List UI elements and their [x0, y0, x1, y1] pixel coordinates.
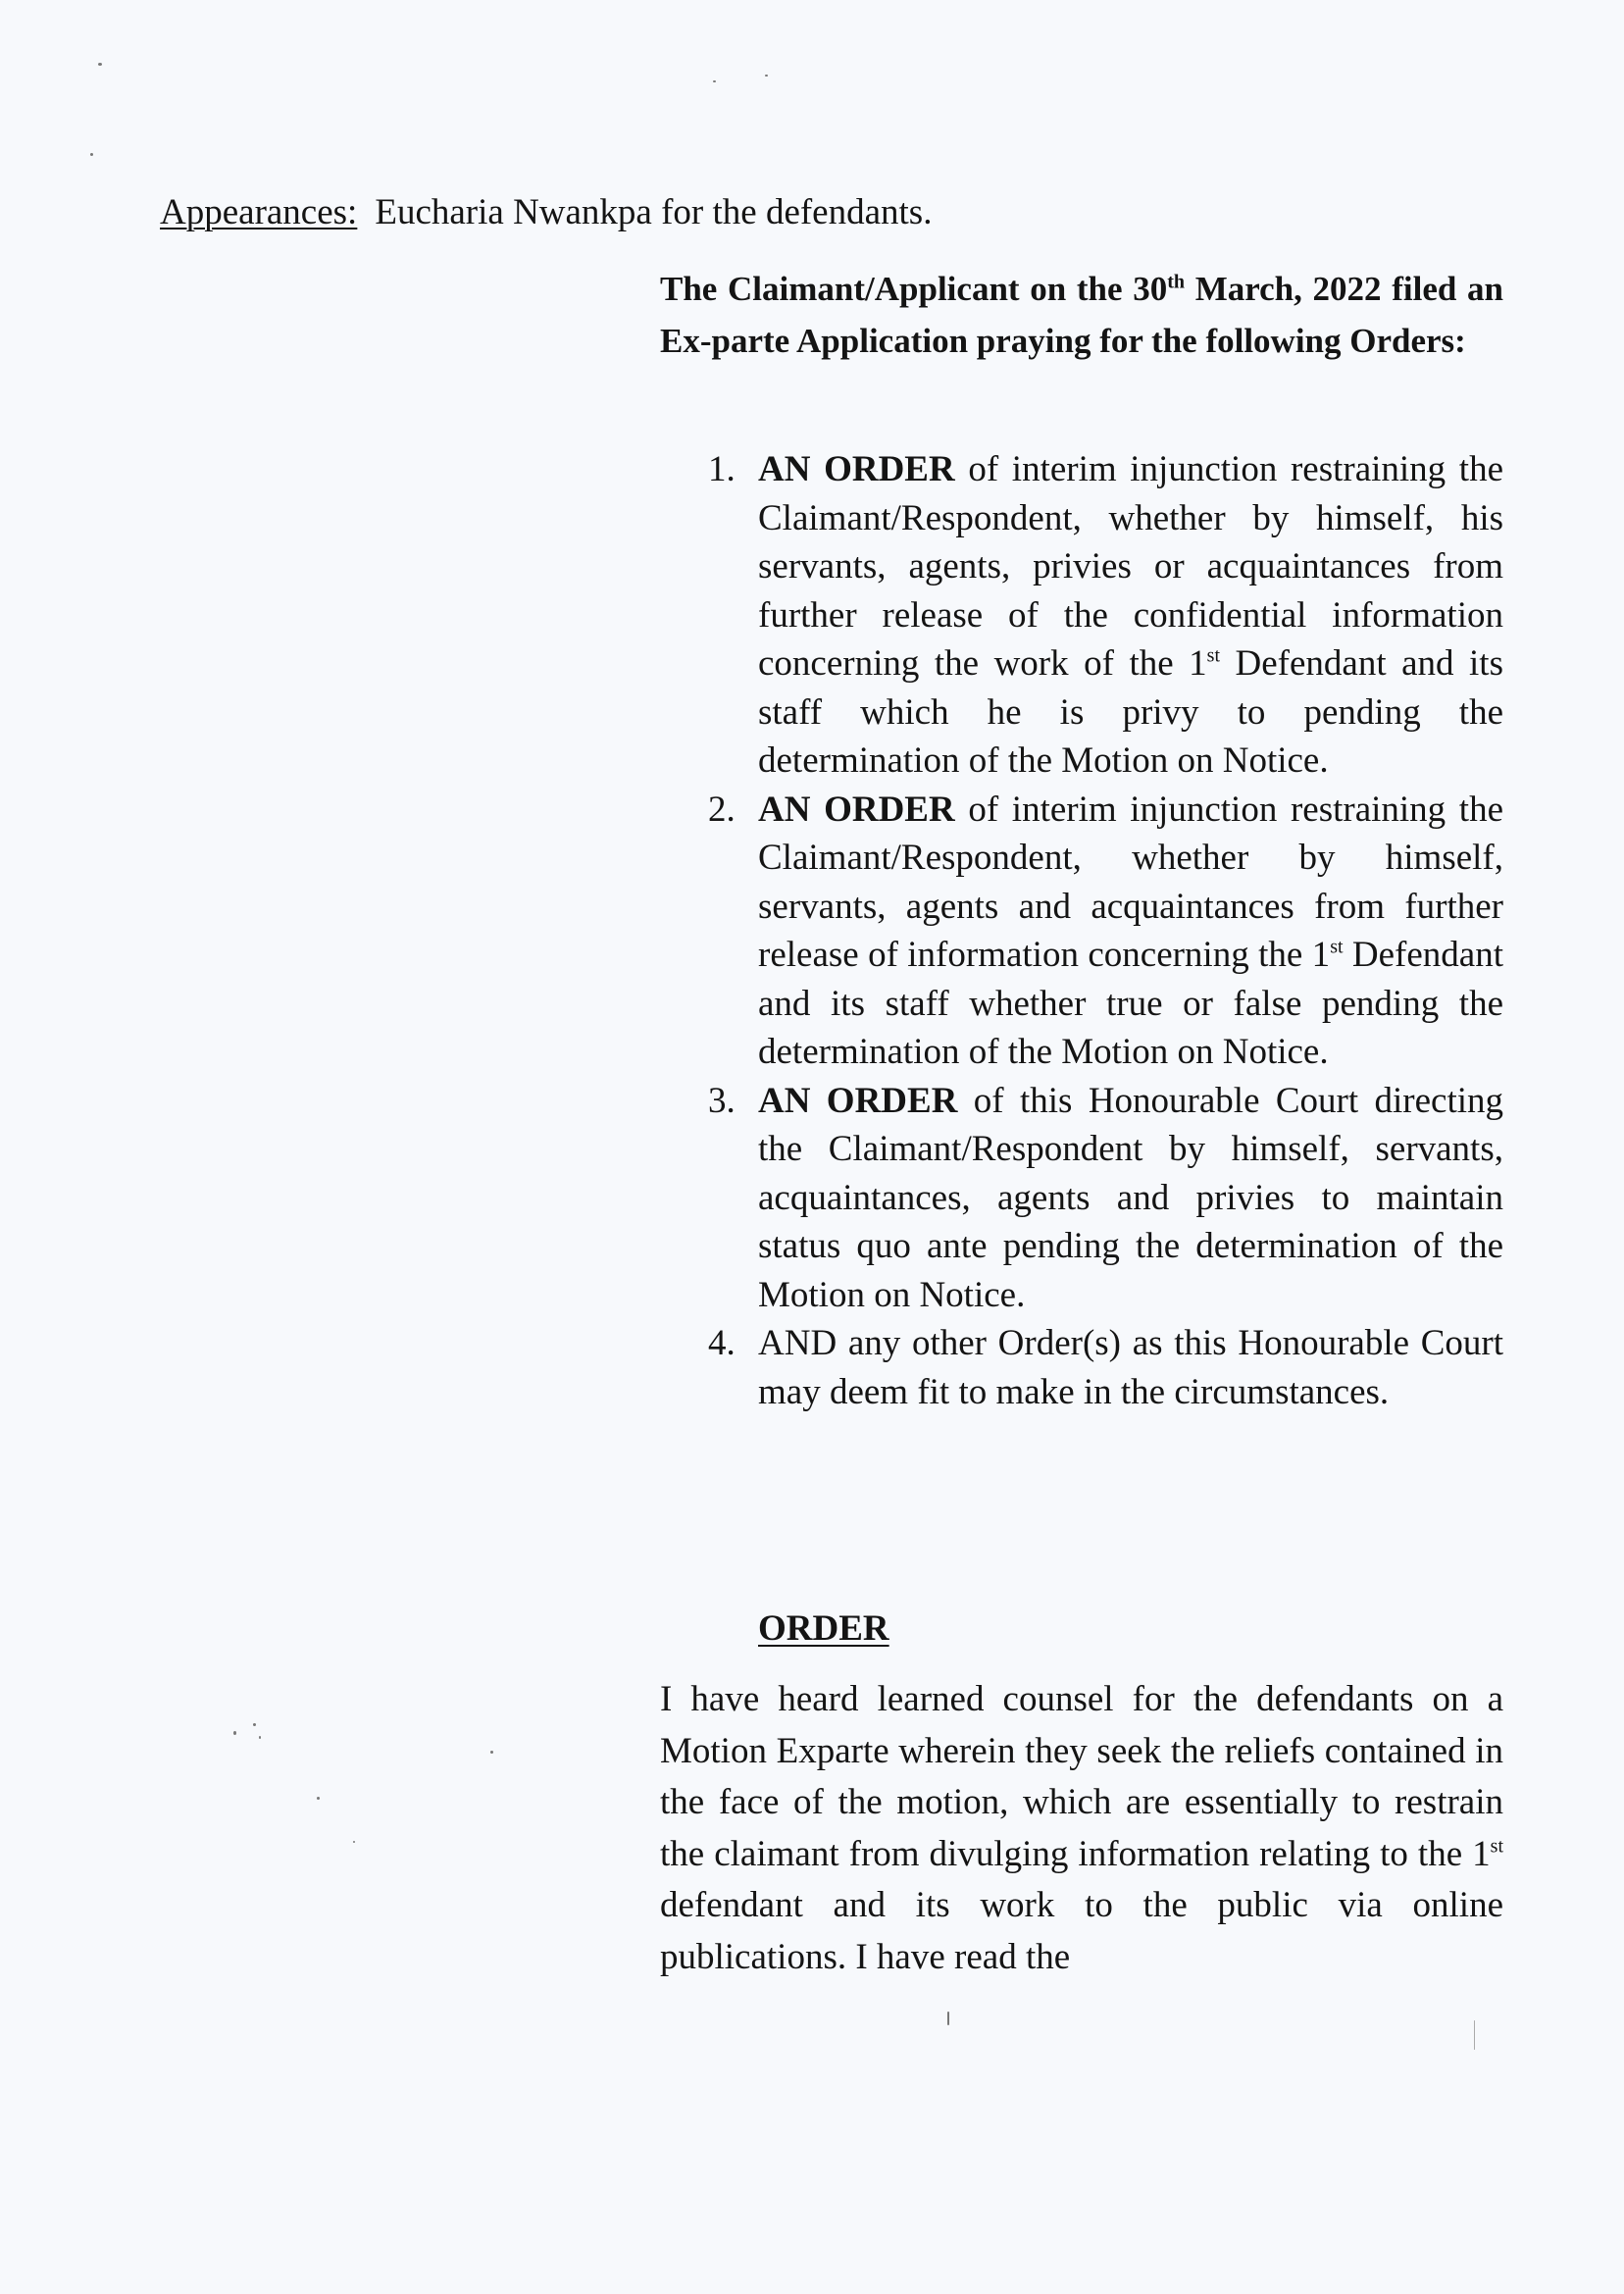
order-lead: AN ORDER [758, 789, 955, 830]
order-lead: AN ORDER [758, 1080, 958, 1121]
order-text-a: of interim injunction restraining the Claimant/Respondent, whether by himself, his servants, agents, privies or acquaintances from further release of the confidential information concerning the work of the 1 [758, 449, 1504, 684]
order-number: 1. [708, 449, 736, 489]
order-text [758, 449, 1503, 781]
order-text-b: Defendant and its staff whether true or false pending the determination of the Motion on Notice. [758, 935, 1504, 1072]
order-text-a: of this Honourable Court directing the Claimant/Respondent by himself, servants, acquaintances, agents and privies to maintain status quo ante pending the determination of the Motion on Notice. [758, 1080, 1504, 1315]
application-intro [660, 263, 1503, 367]
body-superscript: st [1490, 1835, 1503, 1858]
body-text-part1: I have heard learned counsel for the defendants on a Motion Exparte wherein they seek the reliefs contained in the face of the motion, which are essentially to restrain the claimant from divulging information relating to the 1 [660, 1679, 1503, 1874]
order-text-a: AND any other Order(s) as this Honourable Court may deem fit to make in the circumstances. [758, 1323, 1503, 1412]
appearances-line [160, 188, 932, 237]
order-text-b: Defendant and its staff which he is privy to pending the determination of the Motion on Notice. [758, 643, 1503, 781]
intro-text-part1: The Claimant/Applicant on the 30 [660, 270, 1168, 308]
appearances-label: Appearances: [160, 192, 358, 232]
order-text [758, 1323, 1503, 1412]
list-item [704, 1077, 1503, 1320]
order-number: 4. [708, 1323, 736, 1363]
list-item [704, 445, 1503, 786]
order-text [758, 790, 1503, 1073]
list-item [704, 1319, 1503, 1416]
order-lead: AN ORDER [758, 449, 955, 489]
intro-superscript: th [1167, 271, 1186, 293]
order-heading: ORDER [758, 1608, 889, 1649]
order-number: 3. [708, 1080, 736, 1121]
order-body-paragraph [660, 1674, 1503, 1983]
order-superscript: st [1206, 644, 1220, 667]
list-item [704, 786, 1503, 1077]
orders-list [704, 445, 1503, 1416]
order-superscript: st [1330, 936, 1344, 958]
order-number: 2. [708, 789, 736, 830]
order-text-a: of interim injunction restraining the Claimant/Respondent, whether by himself, servants, agents and acquaintances from further release of information concerning the 1 [758, 789, 1504, 975]
body-text-part2: defendant and its work to the public via online publications. I have read the [660, 1885, 1503, 1977]
order-text [758, 1081, 1503, 1315]
appearances-value: Eucharia Nwankpa for the defendants. [375, 192, 933, 232]
intro-text-part2: March, 2022 filed an Ex-parte Application praying for the following Orders: [660, 270, 1503, 360]
